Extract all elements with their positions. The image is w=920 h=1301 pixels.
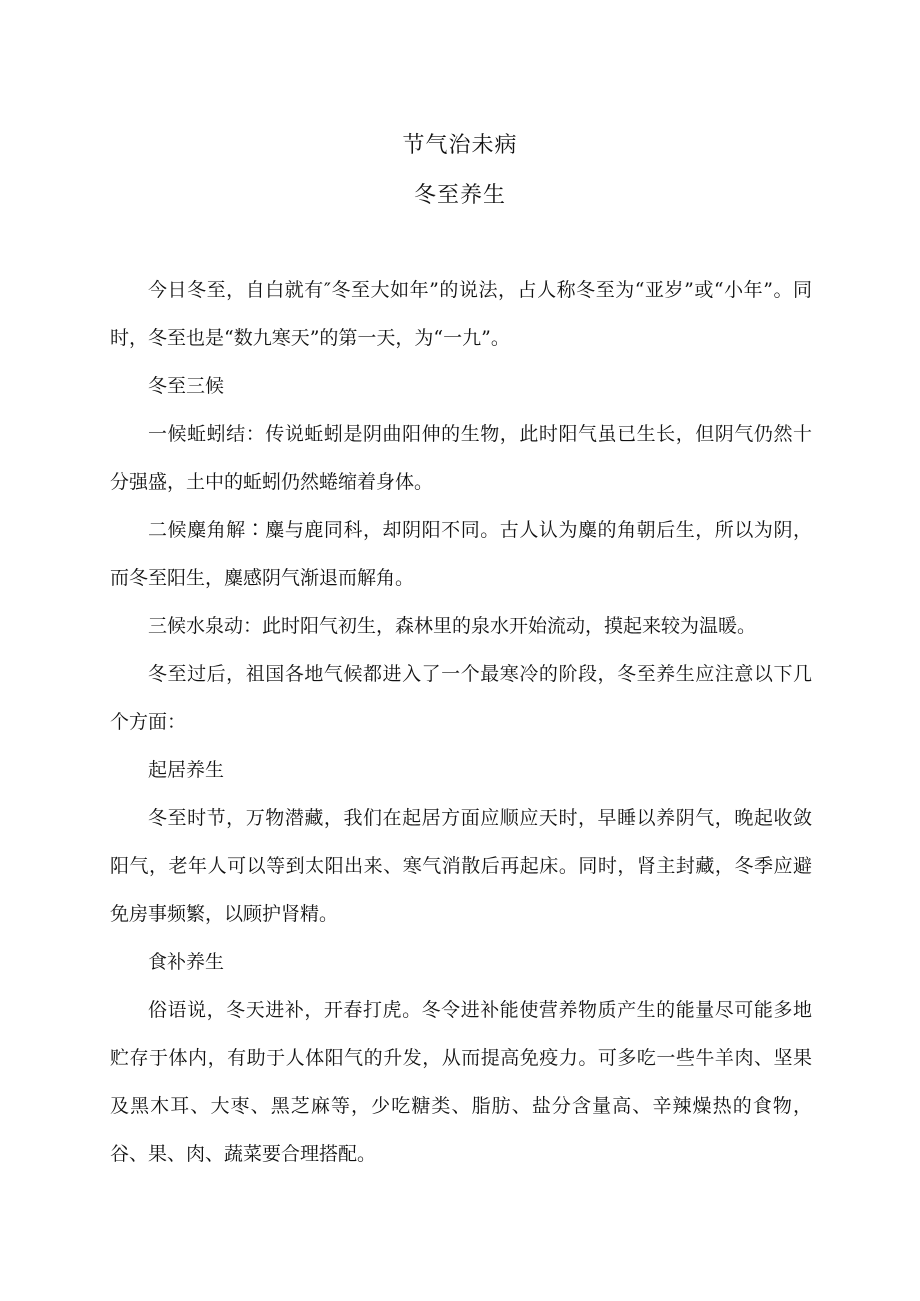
paragraph-second-phase: 二候麋角解∶麋与鹿同科，却阴阳不同。古人认为麋的角朝后生，所以为阴，而冬至阳生，麋感阴气渐退而解角。 xyxy=(110,519,812,589)
document-subtitle: 冬至养生 xyxy=(413,183,506,208)
paragraph-daily-life: 冬至时节，万物潜藏，我们在起居方面应顺应天时，早睡以养阴气，晚起收敛阳气，老年人可以等到太阳出来、寒气消散后再起床。同时，肾主封藏，冬季应避免房事频繁，以顾护肾精。 xyxy=(110,807,812,925)
paragraph-diet: 俗语说，冬天进补，开春打虎。冬令进补能使营养物质产生的能量尽可能多地贮存于体内，有助于人体阳气的升发，从而提高免疫力。可多吃一些牛羊肉、坚果及黑木耳、大枣、黑芝麻等，少吃糖类、脂肪、盐分含量高、辛辣燥热的食物，谷、果、肉、蔬菜要合理搭配。 xyxy=(110,999,812,1165)
paragraph-first-phase: 一候蚯蚓结：传说蚯蚓是阴曲阳伸的生物，此时阳气虽已生长，但阴气仍然十分强盛，土中的蚯蚓仍然蜷缩着身体。 xyxy=(110,423,812,493)
section-heading-daily-life: 起居养生 xyxy=(148,759,225,781)
document-title: 节气治未病 xyxy=(402,133,518,158)
section-heading-diet: 食补养生 xyxy=(148,951,225,973)
paragraph-after-winter-solstice: 冬至过后，祖国各地气候都进入了一个最寒冷的阶段，冬至养生应注意以下几个方面： xyxy=(110,663,812,733)
document-body xyxy=(110,266,812,1178)
paragraph-intro: 今日冬至，自白就有″冬至大如年”的说法，占人称冬至为“亚岁”或“小年”。同时，冬至也是“数九寒天”的第一天，为“一九”。 xyxy=(110,279,812,349)
paragraph-third-phase: 三候水泉动：此时阳气初生，森林里的泉水开始流动，摸起来较为温暖。 xyxy=(148,615,757,637)
section-heading-three-phases: 冬至三候 xyxy=(148,375,225,397)
